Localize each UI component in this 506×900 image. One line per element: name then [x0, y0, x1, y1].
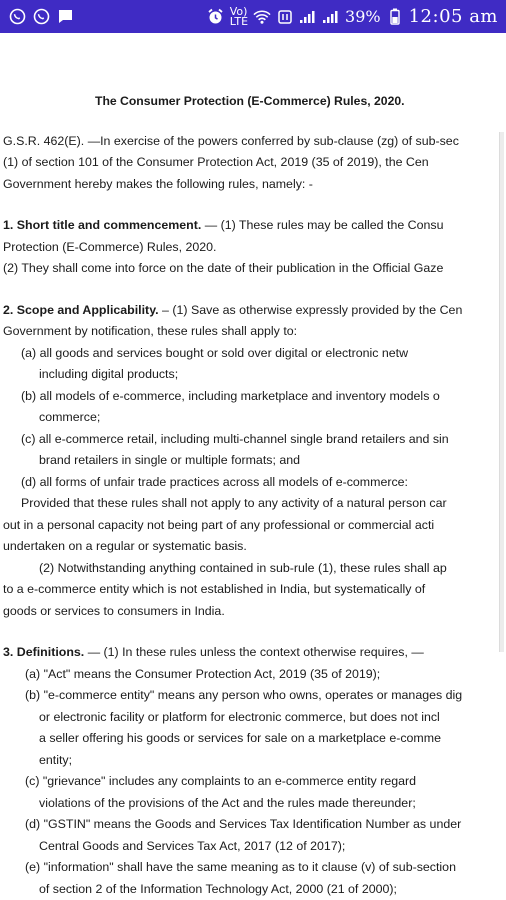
text-line: (2) They shall come into force on the date of their publication in the Official Gaze	[3, 261, 444, 275]
document-viewer[interactable]	[0, 33, 506, 900]
signal-icon	[299, 8, 317, 26]
section-scope	[3, 300, 506, 623]
page-edge-divider	[499, 132, 504, 652]
system-icons	[207, 6, 498, 27]
text-line: Provided that these rules shall not apply to any activity of a natural person car	[21, 496, 447, 510]
volte-icon: Vo) LTE	[229, 4, 249, 28]
list-item: (c) "grievance" includes any complaints to an e-commerce entity regard	[25, 774, 417, 788]
text-line: (1) of section 101 of the Consumer Protection Act, 2019 (35 of 2019), the Cen	[3, 155, 429, 169]
list-item: (d) "GSTIN" means the Goods and Services Tax Identification Number as under	[25, 817, 462, 831]
section-short-title	[3, 215, 506, 280]
text-line: entity;	[39, 752, 73, 767]
text-line: a seller offering his goods or services for sale on a marketplace e-comme	[39, 731, 441, 745]
message-icon	[56, 8, 74, 26]
clock-time: 12:05 am	[408, 6, 498, 27]
text-line: G.S.R. 462(E). —In exercise of the powers conferred by sub-clause (zg) of sub-sec	[3, 133, 459, 148]
status-bar	[0, 0, 506, 33]
document-page	[0, 33, 506, 900]
preamble	[3, 131, 506, 196]
text-line: — (1) In these rules unless the context otherwise requires, —	[84, 645, 424, 659]
text-line: undertaken on a regular or systematic basis.	[3, 539, 247, 553]
text-line: brand retailers in single or multiple formats; and	[39, 453, 301, 467]
battery-icon	[386, 8, 404, 26]
notification-icons	[8, 8, 74, 26]
section-heading: 2. Scope and Applicability.	[3, 302, 159, 317]
text-line: goods or services to consumers in India.	[3, 603, 225, 618]
text-line: Government by notification, these rules shall apply to:	[3, 324, 298, 338]
document-title: The Consumer Protection (E-Commerce) Rules, 2020.	[95, 94, 405, 108]
signal-icon	[322, 8, 340, 26]
text-line: or electronic facility or platform for electronic commerce, but does not incl	[39, 709, 440, 724]
text-line: Protection (E-Commerce) Rules, 2020.	[3, 239, 217, 254]
section-heading: 1. Short title and commencement.	[3, 218, 202, 232]
battery-percent: 39%	[345, 7, 381, 26]
text-line: (2) Notwithstanding anything contained in sub-rule (1), these rules shall ap	[39, 560, 447, 575]
whatsapp-icon	[8, 8, 26, 26]
section-definitions	[3, 642, 506, 900]
text-line: violations of the provisions of the Act and the rules made thereunder;	[39, 795, 416, 810]
text-line: out in a personal capacity not being part of any professional or commercial acti	[3, 517, 435, 532]
list-item: (e) "information" shall have the same meaning as to it clause (v) of sub-section	[25, 860, 456, 874]
list-item: (a) "Act" means the Consumer Protection Act, 2019 (35 of 2019);	[25, 666, 381, 681]
text-line: – (1) Save as otherwise expressly provided by the Cen	[158, 302, 463, 317]
text-line: commerce;	[39, 410, 101, 424]
wifi-icon	[253, 8, 271, 26]
whatsapp-icon	[32, 8, 50, 26]
text-line: — (1) These rules may be called the Consu	[201, 218, 444, 232]
text-line: to a e-commerce entity which is not established in India, but systematically of	[3, 582, 426, 596]
list-item: (c) all e-commerce retail, including multi-channel single brand retailers and sin	[21, 431, 449, 446]
alarm-icon	[207, 8, 225, 26]
data-transfer-icon	[276, 8, 294, 26]
text-line: Government hereby makes the following rules, namely: -	[3, 176, 313, 191]
list-item: (b) "e-commerce entity" means any person who owns, operates or manages dig	[25, 688, 463, 702]
text-line: of section 2 of the Information Technology Act, 2000 (21 of 2000);	[39, 881, 397, 896]
list-item: (b) all models of e-commerce, including marketplace and inventory models o	[21, 388, 440, 403]
section-heading: 3. Definitions.	[3, 645, 85, 659]
list-item: (d) all forms of unfair trade practices across all models of e-commerce:	[21, 474, 408, 489]
text-line: including digital products;	[39, 367, 179, 381]
list-item: (a) all goods and services bought or sold over digital or electronic netw	[21, 345, 409, 360]
text-line: Central Goods and Services Tax Act, 2017 (12 of 2017);	[39, 838, 346, 853]
